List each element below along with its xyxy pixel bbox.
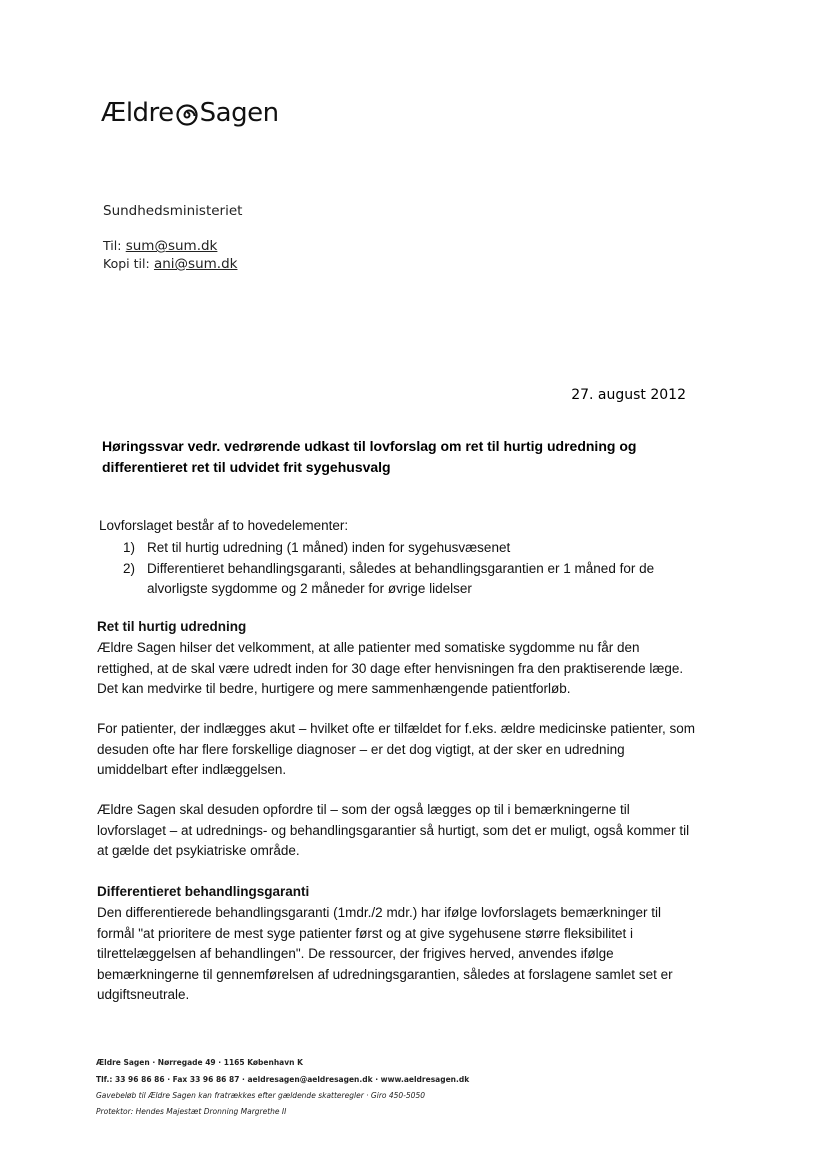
main-elements-list <box>123 538 683 600</box>
paragraph: For patienter, der indlægges akut – hvilket ofte er tilfældet for f.eks. ældre medicinske patienter, som desuden ofte har flere forskellige diagnoser – er det dog vigtigt, at der sker en udredning umiddelbart efter indlæggelsen. <box>97 721 696 777</box>
footer-donation-note: Gavebeløb til Ældre Sagen kan fratrækkes efter gældende skatteregler · Giro 450-5050 <box>96 1091 425 1100</box>
list-item <box>123 559 683 600</box>
list-text: Ret til hurtig udredning (1 måned) inden for sygehusvæsenet <box>147 540 511 555</box>
intro-text: Lovforslaget består af to hovedelementer: <box>99 518 349 533</box>
footer-patron: Protektor: Hendes Majestæt Dronning Margrethe II <box>96 1107 287 1116</box>
logo-text-right: Sagen <box>199 98 279 128</box>
logo-text-left: Ældre <box>101 98 174 128</box>
paragraph: Den differentierede behandlingsgaranti (1mdr./2 mdr.) har ifølge lovforslagets bemærkninger til formål "at prioritere de mest syge patienter først og at give sygehusene større fleksibilitet i tilrettelæggelsen af behandlingen". De ressourcer, der frigives herved, anvendes ifølge bemærkningerne til gennemførelsen af udredningsgarantien, således at forslagene samlet set er udgiftsneutrale. <box>97 905 673 1002</box>
cc-line <box>103 256 237 272</box>
to-label: Til: <box>103 238 122 253</box>
section-title-treatment-guarantee: Differentieret behandlingsgaranti <box>97 884 310 899</box>
spiral-logo-icon <box>176 104 198 126</box>
paragraph: Ældre Sagen skal desuden opfordre til – som der også lægges op til i bemærkningerne til lovforslaget – at udrednings- og behandlingsgarantier så hurtigt, som det er muligt, også kommer til at gælde det psykiatriske område. <box>97 802 690 858</box>
list-item <box>123 538 683 559</box>
to-line <box>103 238 217 254</box>
footer-contact: Tlf.: 33 96 86 86 · Fax 33 96 86 87 · aeldresagen@aeldresagen.dk · www.aeldresagen.dk <box>96 1075 470 1084</box>
letter-date: 27. august 2012 <box>571 387 686 403</box>
list-text: Differentieret behandlingsgaranti, således at behandlingsgarantien er 1 måned for de alvorligste sygdomme og 2 måneder for øvrige lidelser <box>147 560 655 596</box>
list-number: 2) <box>123 560 136 576</box>
to-email-link[interactable]: sum@sum.dk <box>125 238 218 254</box>
letter-heading: Høringssvar vedr. vedrørende udkast til lovforslag om ret til hurtig udredning og differentieret ret til udvidet frit sygehusvalg <box>102 438 637 475</box>
section-title-rapid-assessment: Ret til hurtig udredning <box>97 619 247 634</box>
cc-label: Kopi til: <box>103 256 150 271</box>
cc-email-link[interactable]: ani@sum.dk <box>153 256 238 272</box>
footer-address: Ældre Sagen · Nørregade 49 · 1165 København K <box>96 1058 303 1067</box>
paragraph: Ældre Sagen hilser det velkomment, at alle patienter med somatiske sygdomme nu får den rettighed, at de skal være udredt inden for 30 dage efter henvisningen fra den praktiserende læge. Det kan medvirke til bedre, hurtigere og mere sammenhængende patientforløb. <box>97 640 684 696</box>
list-number: 1) <box>123 540 136 555</box>
recipient-name: Sundhedsministeriet <box>103 203 243 219</box>
organization-logo <box>101 98 279 128</box>
